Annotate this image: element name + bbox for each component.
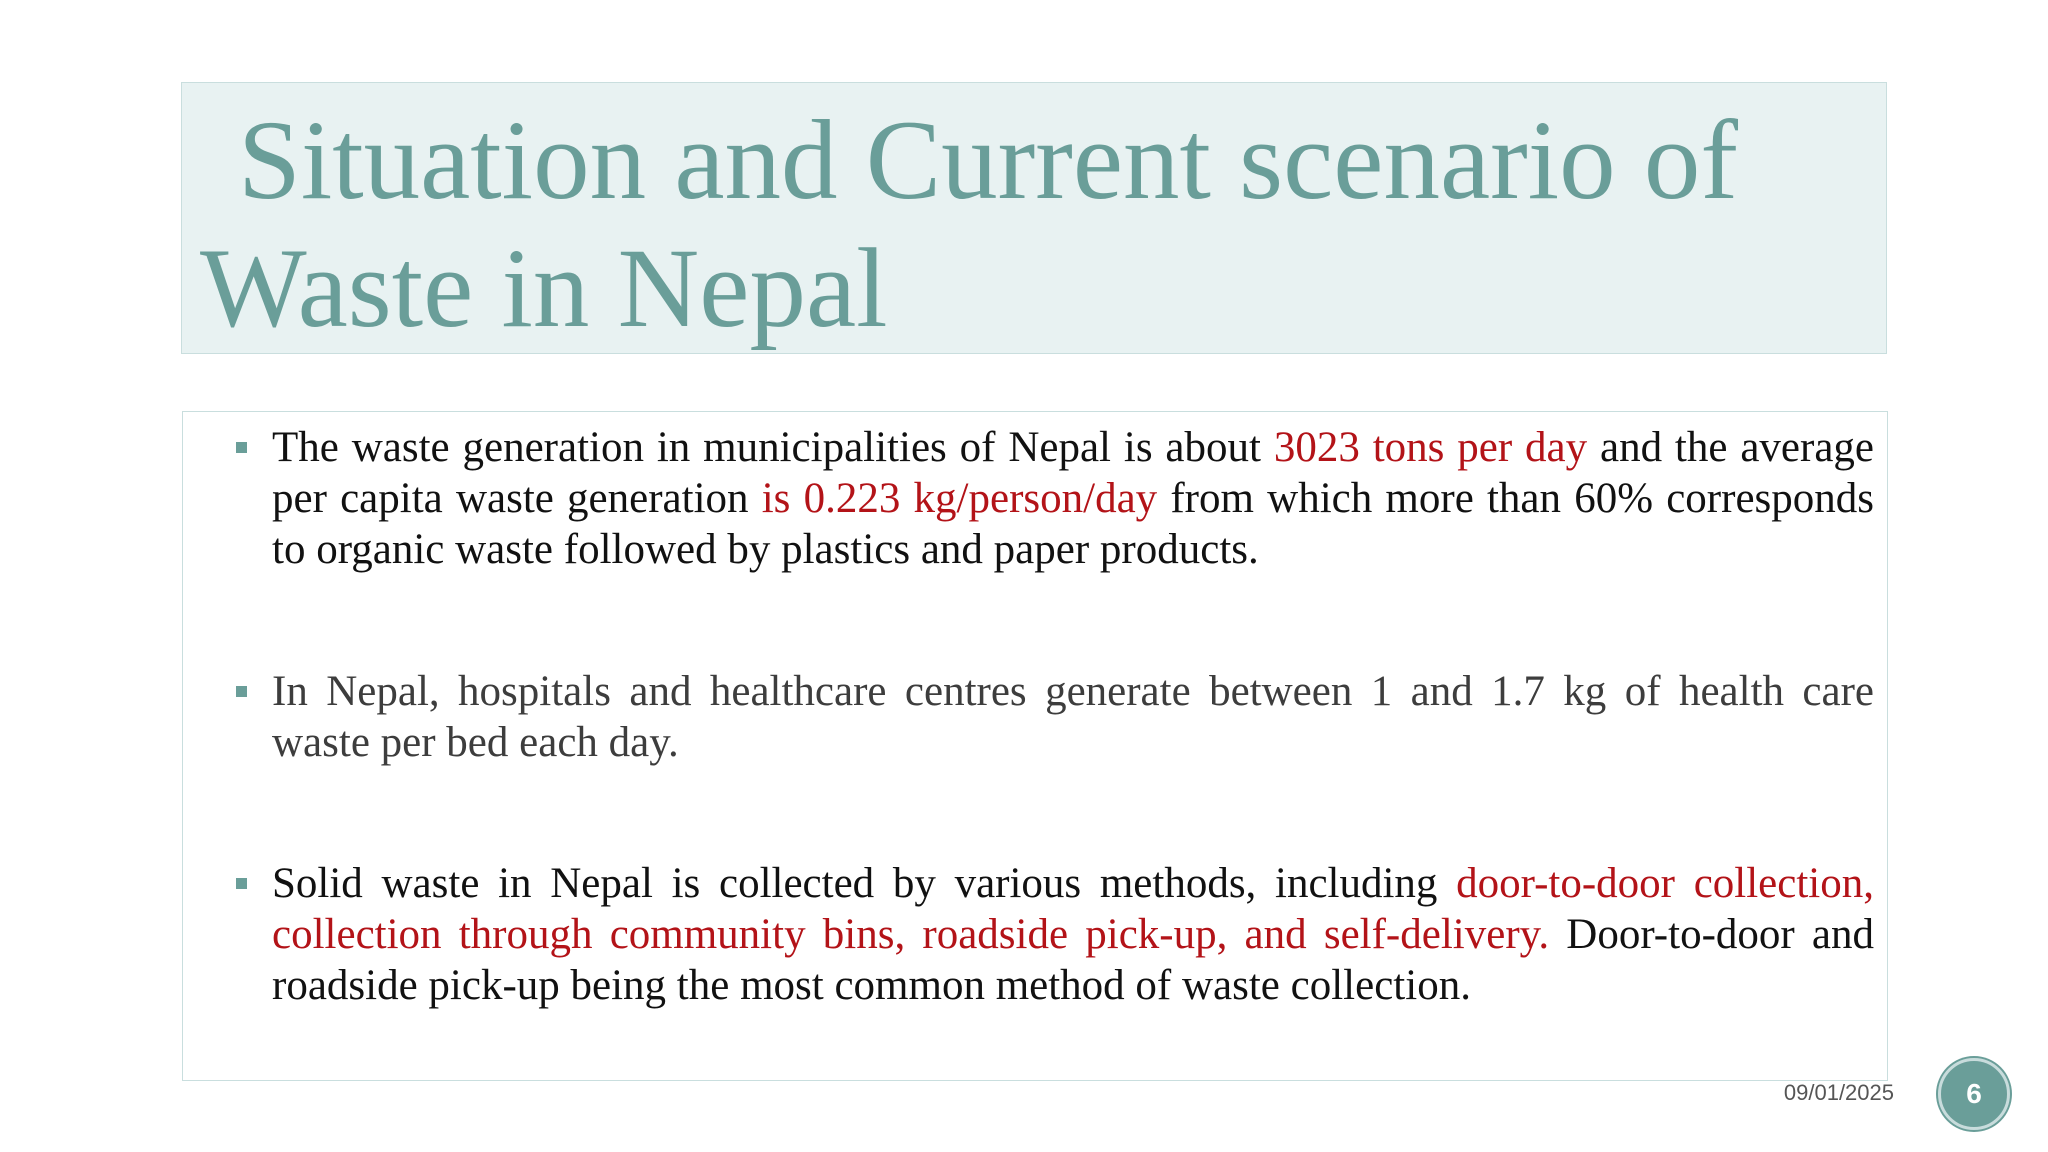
bullet-text-part: Solid waste in Nepal is collected by various methods, including <box>272 860 1457 907</box>
content-box <box>182 411 1888 1081</box>
bullet-text-part: The waste generation in municipalities of Nepal is about <box>272 424 1274 471</box>
title-line-2: Waste in Nepal <box>200 226 888 351</box>
square-bullet-icon <box>236 878 247 889</box>
title-line-1: Situation and Current scenario of <box>238 98 1739 223</box>
bullet-item <box>272 422 1874 575</box>
bullet-text-part: and the average per capita waste generation <box>272 424 1874 522</box>
square-bullet-icon <box>236 442 247 453</box>
slide-title <box>200 83 1872 353</box>
bullet-text-part: Door-to-door and roadside pick-up being the most common method of waste collection. <box>272 911 1874 1009</box>
bullet-text-part: In Nepal, hospitals and healthcare centres generate between 1 and 1.7 kg of health care waste per bed each day. <box>272 668 1874 766</box>
bullet-item <box>272 666 1874 768</box>
title-box <box>181 82 1887 354</box>
bullet-highlight: door-to-door collection, collection through community bins, roadside pick-up, and self-delivery. <box>272 860 1874 958</box>
page-number: 6 <box>1966 1078 1982 1109</box>
square-bullet-icon <box>236 686 247 697</box>
slide-date: 09/01/2025 <box>1783 1080 1894 1105</box>
bullet-text-part: from which more than 60% corresponds to organic waste followed by plastics and paper products. <box>272 475 1874 573</box>
bullet-item <box>272 858 1874 1011</box>
bullet-highlight: 3023 tons per day <box>1273 424 1588 471</box>
page-number-badge <box>1938 1058 2010 1130</box>
bullet-highlight: is 0.223 kg/person/day <box>761 475 1158 522</box>
